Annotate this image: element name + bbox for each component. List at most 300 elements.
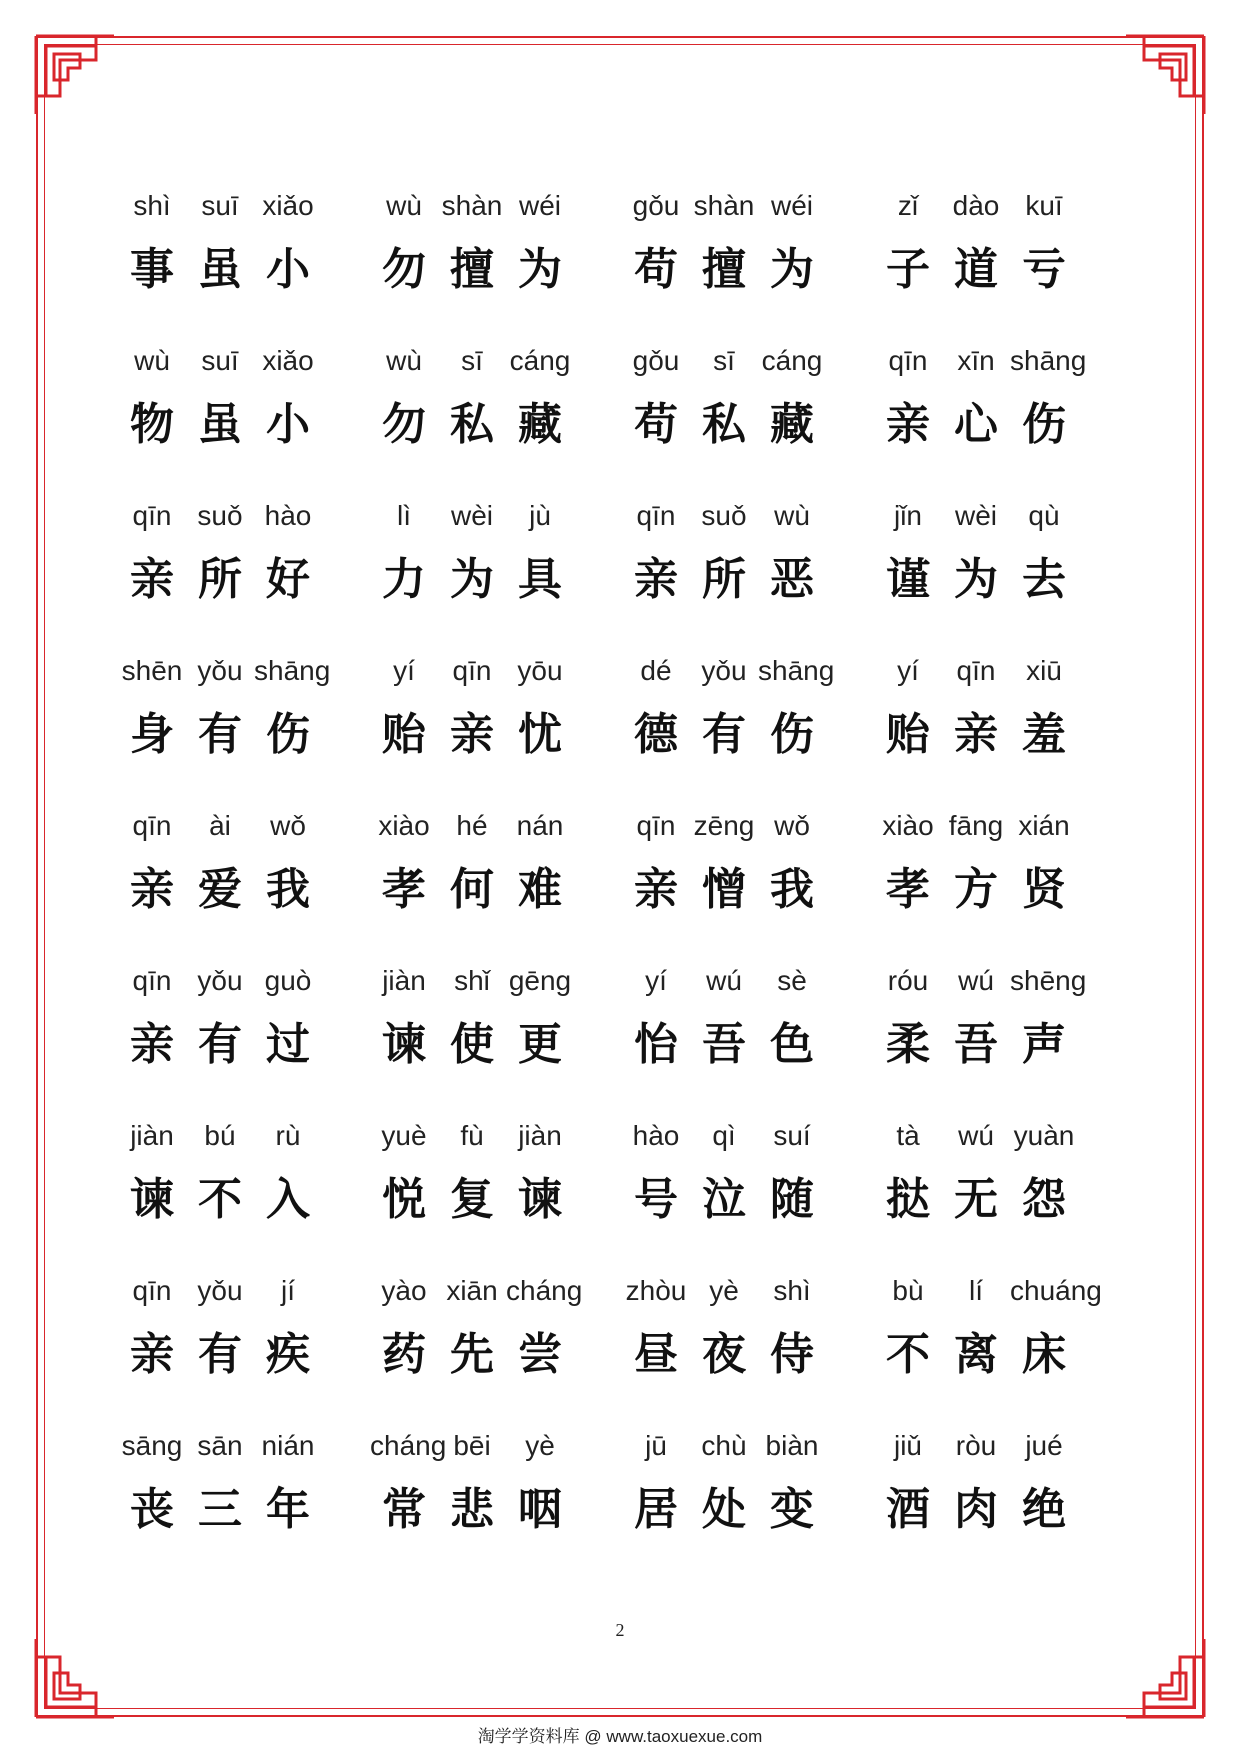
phrase-group bbox=[622, 1267, 874, 1422]
pinyin-syllable: xiān bbox=[446, 1275, 498, 1306]
pinyin-line bbox=[874, 337, 1126, 377]
hanzi-character: 勿 bbox=[382, 399, 426, 450]
pinyin-syllable: nián bbox=[261, 1430, 315, 1461]
stanza-row bbox=[118, 1422, 1128, 1577]
phrase-group bbox=[874, 1112, 1126, 1267]
hanzi-character: 羞 bbox=[1022, 709, 1066, 760]
pinyin-syllable: chù bbox=[701, 1430, 747, 1461]
hanzi-line bbox=[118, 1311, 370, 1389]
pinyin-syllable: sè bbox=[777, 965, 807, 996]
hanzi-line bbox=[118, 381, 370, 459]
pinyin-syllable: dé bbox=[640, 655, 672, 686]
hanzi-line bbox=[874, 691, 1126, 769]
pinyin-line bbox=[370, 1422, 622, 1462]
hanzi-character: 亲 bbox=[130, 864, 174, 915]
pinyin-syllable: qì bbox=[712, 1120, 736, 1151]
pinyin-syllable: wù bbox=[386, 190, 422, 221]
pinyin-syllable: yuàn bbox=[1013, 1120, 1075, 1151]
hanzi-character: 心 bbox=[954, 399, 998, 450]
pinyin-syllable: gēng bbox=[508, 965, 572, 996]
phrase-group bbox=[874, 647, 1126, 802]
pinyin-syllable: yí bbox=[645, 965, 667, 996]
hanzi-line bbox=[622, 1156, 874, 1234]
hanzi-line bbox=[370, 226, 622, 304]
hanzi-character: 所 bbox=[702, 554, 746, 605]
hanzi-line bbox=[874, 1001, 1126, 1079]
hanzi-line bbox=[874, 536, 1126, 614]
pinyin-syllable: yǒu bbox=[197, 1275, 243, 1306]
hanzi-character: 方 bbox=[954, 864, 998, 915]
pinyin-syllable: guò bbox=[264, 965, 312, 996]
pinyin-syllable: suí bbox=[773, 1120, 811, 1151]
hanzi-character: 谨 bbox=[886, 554, 930, 605]
hanzi-character: 为 bbox=[954, 554, 998, 605]
hanzi-character: 肉 bbox=[954, 1484, 998, 1535]
hanzi-character: 憎 bbox=[702, 864, 746, 915]
hanzi-line bbox=[622, 226, 874, 304]
pinyin-syllable: sī bbox=[713, 345, 735, 376]
pinyin-line bbox=[874, 802, 1126, 842]
hanzi-character: 亏 bbox=[1022, 244, 1066, 295]
hanzi-character: 贻 bbox=[886, 709, 930, 760]
pinyin-syllable: jū bbox=[645, 1430, 667, 1461]
hanzi-character: 虽 bbox=[198, 399, 242, 450]
pinyin-line bbox=[874, 647, 1126, 687]
phrase-group bbox=[874, 182, 1126, 337]
phrase-group bbox=[370, 182, 622, 337]
hanzi-character: 谏 bbox=[130, 1174, 174, 1225]
pinyin-syllable: jí bbox=[281, 1275, 295, 1306]
pinyin-syllable: suǒ bbox=[701, 500, 747, 531]
pinyin-syllable: sī bbox=[461, 345, 483, 376]
hanzi-character: 为 bbox=[450, 554, 494, 605]
pinyin-syllable: wéi bbox=[518, 190, 561, 221]
hanzi-character: 私 bbox=[702, 399, 746, 450]
hanzi-character: 我 bbox=[266, 864, 310, 915]
pinyin-syllable: wú bbox=[706, 965, 742, 996]
hanzi-character: 小 bbox=[266, 399, 310, 450]
phrase-group bbox=[370, 957, 622, 1112]
pinyin-syllable: xiào bbox=[882, 810, 934, 841]
pinyin-line bbox=[622, 647, 874, 687]
hanzi-character: 挞 bbox=[886, 1174, 930, 1225]
pinyin-syllable: shāng bbox=[254, 655, 331, 686]
pinyin-syllable: xiǎo bbox=[262, 190, 314, 221]
pinyin-syllable: yǒu bbox=[197, 655, 243, 686]
phrase-group bbox=[874, 1267, 1126, 1422]
pinyin-syllable: wǒ bbox=[270, 810, 306, 841]
pinyin-syllable: shǐ bbox=[454, 965, 490, 996]
pinyin-line bbox=[622, 492, 874, 532]
hanzi-character: 亲 bbox=[450, 709, 494, 760]
hanzi-character: 我 bbox=[770, 864, 814, 915]
hanzi-character: 力 bbox=[382, 554, 426, 605]
pinyin-syllable: kuī bbox=[1025, 190, 1063, 221]
hanzi-character: 子 bbox=[886, 244, 930, 295]
hanzi-character: 藏 bbox=[770, 399, 814, 450]
hanzi-line bbox=[622, 1466, 874, 1544]
pinyin-syllable: chuáng bbox=[1010, 1275, 1102, 1306]
stanza-row bbox=[118, 182, 1128, 337]
hanzi-character: 亲 bbox=[954, 709, 998, 760]
hanzi-character: 谏 bbox=[518, 1174, 562, 1225]
pinyin-syllable: cáng bbox=[509, 345, 571, 376]
pinyin-line bbox=[622, 1267, 874, 1307]
hanzi-character: 虽 bbox=[198, 244, 242, 295]
hanzi-character: 道 bbox=[954, 244, 998, 295]
stanza-row bbox=[118, 802, 1128, 957]
hanzi-line bbox=[370, 691, 622, 769]
pinyin-syllable: yí bbox=[897, 655, 919, 686]
pinyin-syllable: shì bbox=[133, 190, 171, 221]
pinyin-line bbox=[118, 182, 370, 222]
hanzi-character: 苟 bbox=[634, 244, 678, 295]
hanzi-character: 更 bbox=[518, 1019, 562, 1070]
pinyin-syllable: hé bbox=[456, 810, 488, 841]
pinyin-line bbox=[874, 492, 1126, 532]
pinyin-syllable: qīn bbox=[132, 500, 172, 531]
hanzi-line bbox=[118, 1001, 370, 1079]
pinyin-syllable: xīn bbox=[957, 345, 995, 376]
hanzi-line bbox=[370, 846, 622, 924]
hanzi-character: 入 bbox=[266, 1174, 310, 1225]
hanzi-line bbox=[874, 846, 1126, 924]
pinyin-line bbox=[118, 647, 370, 687]
pinyin-syllable: shàn bbox=[441, 190, 503, 221]
pinyin-syllable: gǒu bbox=[632, 345, 680, 376]
pinyin-syllable: zhòu bbox=[625, 1275, 687, 1306]
hanzi-character: 爱 bbox=[198, 864, 242, 915]
phrase-group bbox=[622, 492, 874, 647]
pinyin-syllable: tà bbox=[896, 1120, 920, 1151]
hanzi-character: 去 bbox=[1022, 554, 1066, 605]
hanzi-character: 离 bbox=[954, 1329, 998, 1380]
pinyin-line bbox=[118, 957, 370, 997]
hanzi-line bbox=[118, 1156, 370, 1234]
hanzi-line bbox=[370, 381, 622, 459]
hanzi-character: 孝 bbox=[382, 864, 426, 915]
hanzi-line bbox=[370, 1466, 622, 1544]
hanzi-character: 贻 bbox=[382, 709, 426, 760]
pinyin-line bbox=[370, 1267, 622, 1307]
hanzi-character: 先 bbox=[450, 1329, 494, 1380]
hanzi-character: 复 bbox=[450, 1174, 494, 1225]
hanzi-character: 为 bbox=[770, 244, 814, 295]
hanzi-character: 小 bbox=[266, 244, 310, 295]
pinyin-line bbox=[622, 337, 874, 377]
pinyin-syllable: bēi bbox=[453, 1430, 491, 1461]
pinyin-line bbox=[622, 1422, 874, 1462]
phrase-group bbox=[622, 1422, 874, 1577]
hanzi-character: 吾 bbox=[954, 1019, 998, 1070]
pinyin-line bbox=[370, 1112, 622, 1152]
pinyin-line bbox=[622, 802, 874, 842]
phrase-group bbox=[622, 1112, 874, 1267]
pinyin-syllable: shēng bbox=[1010, 965, 1087, 996]
pinyin-line bbox=[118, 1112, 370, 1152]
hanzi-character: 侍 bbox=[770, 1329, 814, 1380]
phrase-group bbox=[118, 182, 370, 337]
pinyin-syllable: suǒ bbox=[197, 500, 243, 531]
phrase-group bbox=[874, 802, 1126, 957]
pinyin-line bbox=[874, 1112, 1126, 1152]
phrase-group bbox=[118, 802, 370, 957]
pinyin-syllable: wú bbox=[958, 1120, 994, 1151]
hanzi-character: 好 bbox=[266, 554, 310, 605]
hanzi-character: 亲 bbox=[886, 399, 930, 450]
hanzi-character: 亲 bbox=[634, 864, 678, 915]
hanzi-character: 无 bbox=[954, 1174, 998, 1225]
hanzi-character: 亲 bbox=[634, 554, 678, 605]
pinyin-syllable: qīn bbox=[636, 500, 676, 531]
hanzi-character: 勿 bbox=[382, 244, 426, 295]
hanzi-character: 藏 bbox=[518, 399, 562, 450]
stanza-row bbox=[118, 1267, 1128, 1422]
pinyin-syllable: xián bbox=[1018, 810, 1070, 841]
hanzi-character: 绝 bbox=[1022, 1484, 1066, 1535]
hanzi-character: 谏 bbox=[382, 1019, 426, 1070]
phrase-group bbox=[370, 1267, 622, 1422]
phrase-group bbox=[118, 1112, 370, 1267]
pinyin-syllable: wú bbox=[958, 965, 994, 996]
pinyin-syllable: shāng bbox=[1010, 345, 1087, 376]
pinyin-syllable: jiàn bbox=[518, 1120, 562, 1151]
hanzi-character: 过 bbox=[266, 1019, 310, 1070]
pinyin-line bbox=[370, 647, 622, 687]
hanzi-character: 伤 bbox=[266, 709, 310, 760]
pinyin-syllable: qù bbox=[1028, 500, 1060, 531]
hanzi-character: 丧 bbox=[130, 1484, 174, 1535]
stanza-row bbox=[118, 647, 1128, 802]
stanza-row bbox=[118, 957, 1128, 1112]
hanzi-line bbox=[118, 226, 370, 304]
phrase-group bbox=[874, 957, 1126, 1112]
pinyin-syllable: wù bbox=[386, 345, 422, 376]
pinyin-syllable: hào bbox=[632, 1120, 680, 1151]
pinyin-line bbox=[370, 337, 622, 377]
hanzi-line bbox=[370, 1001, 622, 1079]
pinyin-syllable: qīn bbox=[132, 1275, 172, 1306]
pinyin-syllable: yí bbox=[393, 655, 415, 686]
hanzi-character: 有 bbox=[198, 709, 242, 760]
pinyin-line bbox=[370, 182, 622, 222]
phrase-group bbox=[370, 647, 622, 802]
pinyin-syllable: wéi bbox=[770, 190, 813, 221]
pinyin-syllable: qīn bbox=[888, 345, 928, 376]
pinyin-syllable: dào bbox=[952, 190, 1000, 221]
hanzi-character: 恶 bbox=[770, 554, 814, 605]
hanzi-line bbox=[622, 1311, 874, 1389]
pinyin-syllable: xiū bbox=[1026, 655, 1062, 686]
pinyin-syllable: suī bbox=[201, 190, 239, 221]
hanzi-character: 有 bbox=[702, 709, 746, 760]
phrase-group bbox=[118, 1267, 370, 1422]
hanzi-line bbox=[370, 1311, 622, 1389]
pinyin-syllable: nán bbox=[516, 810, 564, 841]
hanzi-character: 物 bbox=[130, 399, 174, 450]
phrase-group bbox=[118, 1422, 370, 1577]
corner-ornament-bottom-right bbox=[1120, 1633, 1210, 1723]
hanzi-character: 声 bbox=[1022, 1019, 1066, 1070]
hanzi-character: 居 bbox=[634, 1484, 678, 1535]
hanzi-line bbox=[874, 381, 1126, 459]
hanzi-character: 药 bbox=[382, 1329, 426, 1380]
hanzi-character: 柔 bbox=[886, 1019, 930, 1070]
pinyin-syllable: wù bbox=[774, 500, 810, 531]
pinyin-syllable: lì bbox=[397, 500, 411, 531]
hanzi-character: 事 bbox=[130, 244, 174, 295]
hanzi-character: 尝 bbox=[518, 1329, 562, 1380]
stanza-row bbox=[118, 492, 1128, 647]
hanzi-line bbox=[622, 381, 874, 459]
pinyin-line bbox=[622, 1112, 874, 1152]
phrase-group bbox=[118, 647, 370, 802]
hanzi-character: 使 bbox=[450, 1019, 494, 1070]
pinyin-syllable: fù bbox=[460, 1120, 484, 1151]
hanzi-character: 常 bbox=[382, 1484, 426, 1535]
pinyin-syllable: yuè bbox=[381, 1120, 427, 1151]
pinyin-syllable: róu bbox=[887, 965, 929, 996]
pinyin-text-grid bbox=[118, 182, 1128, 1577]
pinyin-line bbox=[622, 957, 874, 997]
pinyin-syllable: jué bbox=[1025, 1430, 1063, 1461]
pinyin-syllable: bú bbox=[204, 1120, 236, 1151]
hanzi-character: 为 bbox=[518, 244, 562, 295]
hanzi-character: 有 bbox=[198, 1019, 242, 1070]
hanzi-character: 年 bbox=[266, 1484, 310, 1535]
hanzi-line bbox=[622, 691, 874, 769]
pinyin-syllable: xiǎo bbox=[262, 345, 314, 376]
hanzi-character: 床 bbox=[1022, 1329, 1066, 1380]
pinyin-syllable: qīn bbox=[132, 810, 172, 841]
pinyin-syllable: qīn bbox=[132, 965, 172, 996]
hanzi-character: 悲 bbox=[450, 1484, 494, 1535]
phrase-group bbox=[370, 492, 622, 647]
pinyin-syllable: yǒu bbox=[701, 655, 747, 686]
pinyin-syllable: ròu bbox=[955, 1430, 997, 1461]
pinyin-syllable: ài bbox=[209, 810, 231, 841]
pinyin-syllable: jiàn bbox=[130, 1120, 174, 1151]
phrase-group bbox=[370, 802, 622, 957]
pinyin-syllable: jù bbox=[529, 500, 551, 531]
hanzi-character: 身 bbox=[130, 709, 174, 760]
hanzi-character: 亲 bbox=[130, 1019, 174, 1070]
pinyin-syllable: rù bbox=[275, 1120, 301, 1151]
hanzi-character: 泣 bbox=[702, 1174, 746, 1225]
pinyin-syllable: qīn bbox=[452, 655, 492, 686]
hanzi-character: 不 bbox=[886, 1329, 930, 1380]
pinyin-line bbox=[370, 802, 622, 842]
phrase-group bbox=[622, 182, 874, 337]
hanzi-character: 德 bbox=[634, 709, 678, 760]
hanzi-character: 不 bbox=[198, 1174, 242, 1225]
phrase-group bbox=[370, 1422, 622, 1577]
pinyin-syllable: sāng bbox=[121, 1430, 183, 1461]
pinyin-syllable: suī bbox=[201, 345, 239, 376]
pinyin-syllable: shāng bbox=[758, 655, 835, 686]
pinyin-syllable: zēng bbox=[693, 810, 755, 841]
pinyin-syllable: fāng bbox=[948, 810, 1004, 841]
pinyin-line bbox=[874, 1422, 1126, 1462]
hanzi-character: 昼 bbox=[634, 1329, 678, 1380]
hanzi-character: 处 bbox=[702, 1484, 746, 1535]
pinyin-syllable: wǒ bbox=[774, 810, 810, 841]
pinyin-syllable: shì bbox=[773, 1275, 811, 1306]
pinyin-syllable: yào bbox=[381, 1275, 427, 1306]
hanzi-character: 变 bbox=[770, 1484, 814, 1535]
hanzi-character: 夜 bbox=[702, 1329, 746, 1380]
pinyin-syllable: cáng bbox=[761, 345, 823, 376]
stanza-row bbox=[118, 1112, 1128, 1267]
hanzi-line bbox=[874, 1311, 1126, 1389]
pinyin-syllable: shēn bbox=[121, 655, 183, 686]
hanzi-character: 具 bbox=[518, 554, 562, 605]
hanzi-character: 擅 bbox=[450, 244, 494, 295]
pinyin-line bbox=[118, 1422, 370, 1462]
phrase-group bbox=[622, 337, 874, 492]
pinyin-syllable: shàn bbox=[693, 190, 755, 221]
pinyin-syllable: lí bbox=[969, 1275, 983, 1306]
pinyin-syllable: hào bbox=[264, 500, 312, 531]
hanzi-character: 三 bbox=[198, 1484, 242, 1535]
pinyin-line bbox=[118, 802, 370, 842]
phrase-group bbox=[118, 337, 370, 492]
hanzi-character: 难 bbox=[518, 864, 562, 915]
stanza-row bbox=[118, 337, 1128, 492]
hanzi-line bbox=[118, 536, 370, 614]
pinyin-line bbox=[874, 957, 1126, 997]
hanzi-line bbox=[622, 536, 874, 614]
hanzi-line bbox=[874, 226, 1126, 304]
pinyin-syllable: yè bbox=[525, 1430, 555, 1461]
hanzi-character: 疾 bbox=[266, 1329, 310, 1380]
pinyin-line bbox=[370, 957, 622, 997]
hanzi-character: 怡 bbox=[634, 1019, 678, 1070]
hanzi-character: 所 bbox=[198, 554, 242, 605]
hanzi-character: 私 bbox=[450, 399, 494, 450]
hanzi-character: 伤 bbox=[1022, 399, 1066, 450]
pinyin-syllable: biàn bbox=[765, 1430, 819, 1461]
hanzi-character: 吾 bbox=[702, 1019, 746, 1070]
pinyin-line bbox=[118, 337, 370, 377]
pinyin-syllable: yǒu bbox=[197, 965, 243, 996]
pinyin-syllable: cháng bbox=[370, 1430, 447, 1461]
pinyin-syllable: bù bbox=[892, 1275, 924, 1306]
hanzi-character: 亲 bbox=[130, 1329, 174, 1380]
phrase-group bbox=[370, 1112, 622, 1267]
corner-ornament-top-left bbox=[30, 30, 120, 120]
hanzi-character: 咽 bbox=[518, 1484, 562, 1535]
hanzi-character: 贤 bbox=[1022, 864, 1066, 915]
hanzi-character: 忧 bbox=[518, 709, 562, 760]
hanzi-line bbox=[622, 846, 874, 924]
phrase-group bbox=[118, 492, 370, 647]
pinyin-syllable: jiǔ bbox=[893, 1430, 922, 1461]
hanzi-character: 何 bbox=[450, 864, 494, 915]
pinyin-syllable: jiàn bbox=[382, 965, 426, 996]
hanzi-character: 色 bbox=[770, 1019, 814, 1070]
pinyin-syllable: wèi bbox=[954, 500, 997, 531]
hanzi-line bbox=[370, 536, 622, 614]
pinyin-line bbox=[874, 182, 1126, 222]
pinyin-syllable: zǐ bbox=[897, 190, 919, 221]
pinyin-syllable: yōu bbox=[517, 655, 563, 686]
hanzi-line bbox=[874, 1156, 1126, 1234]
pinyin-syllable: qīn bbox=[636, 810, 676, 841]
page-number: 2 bbox=[615, 1620, 625, 1640]
hanzi-character: 酒 bbox=[886, 1484, 930, 1535]
hanzi-character: 有 bbox=[198, 1329, 242, 1380]
